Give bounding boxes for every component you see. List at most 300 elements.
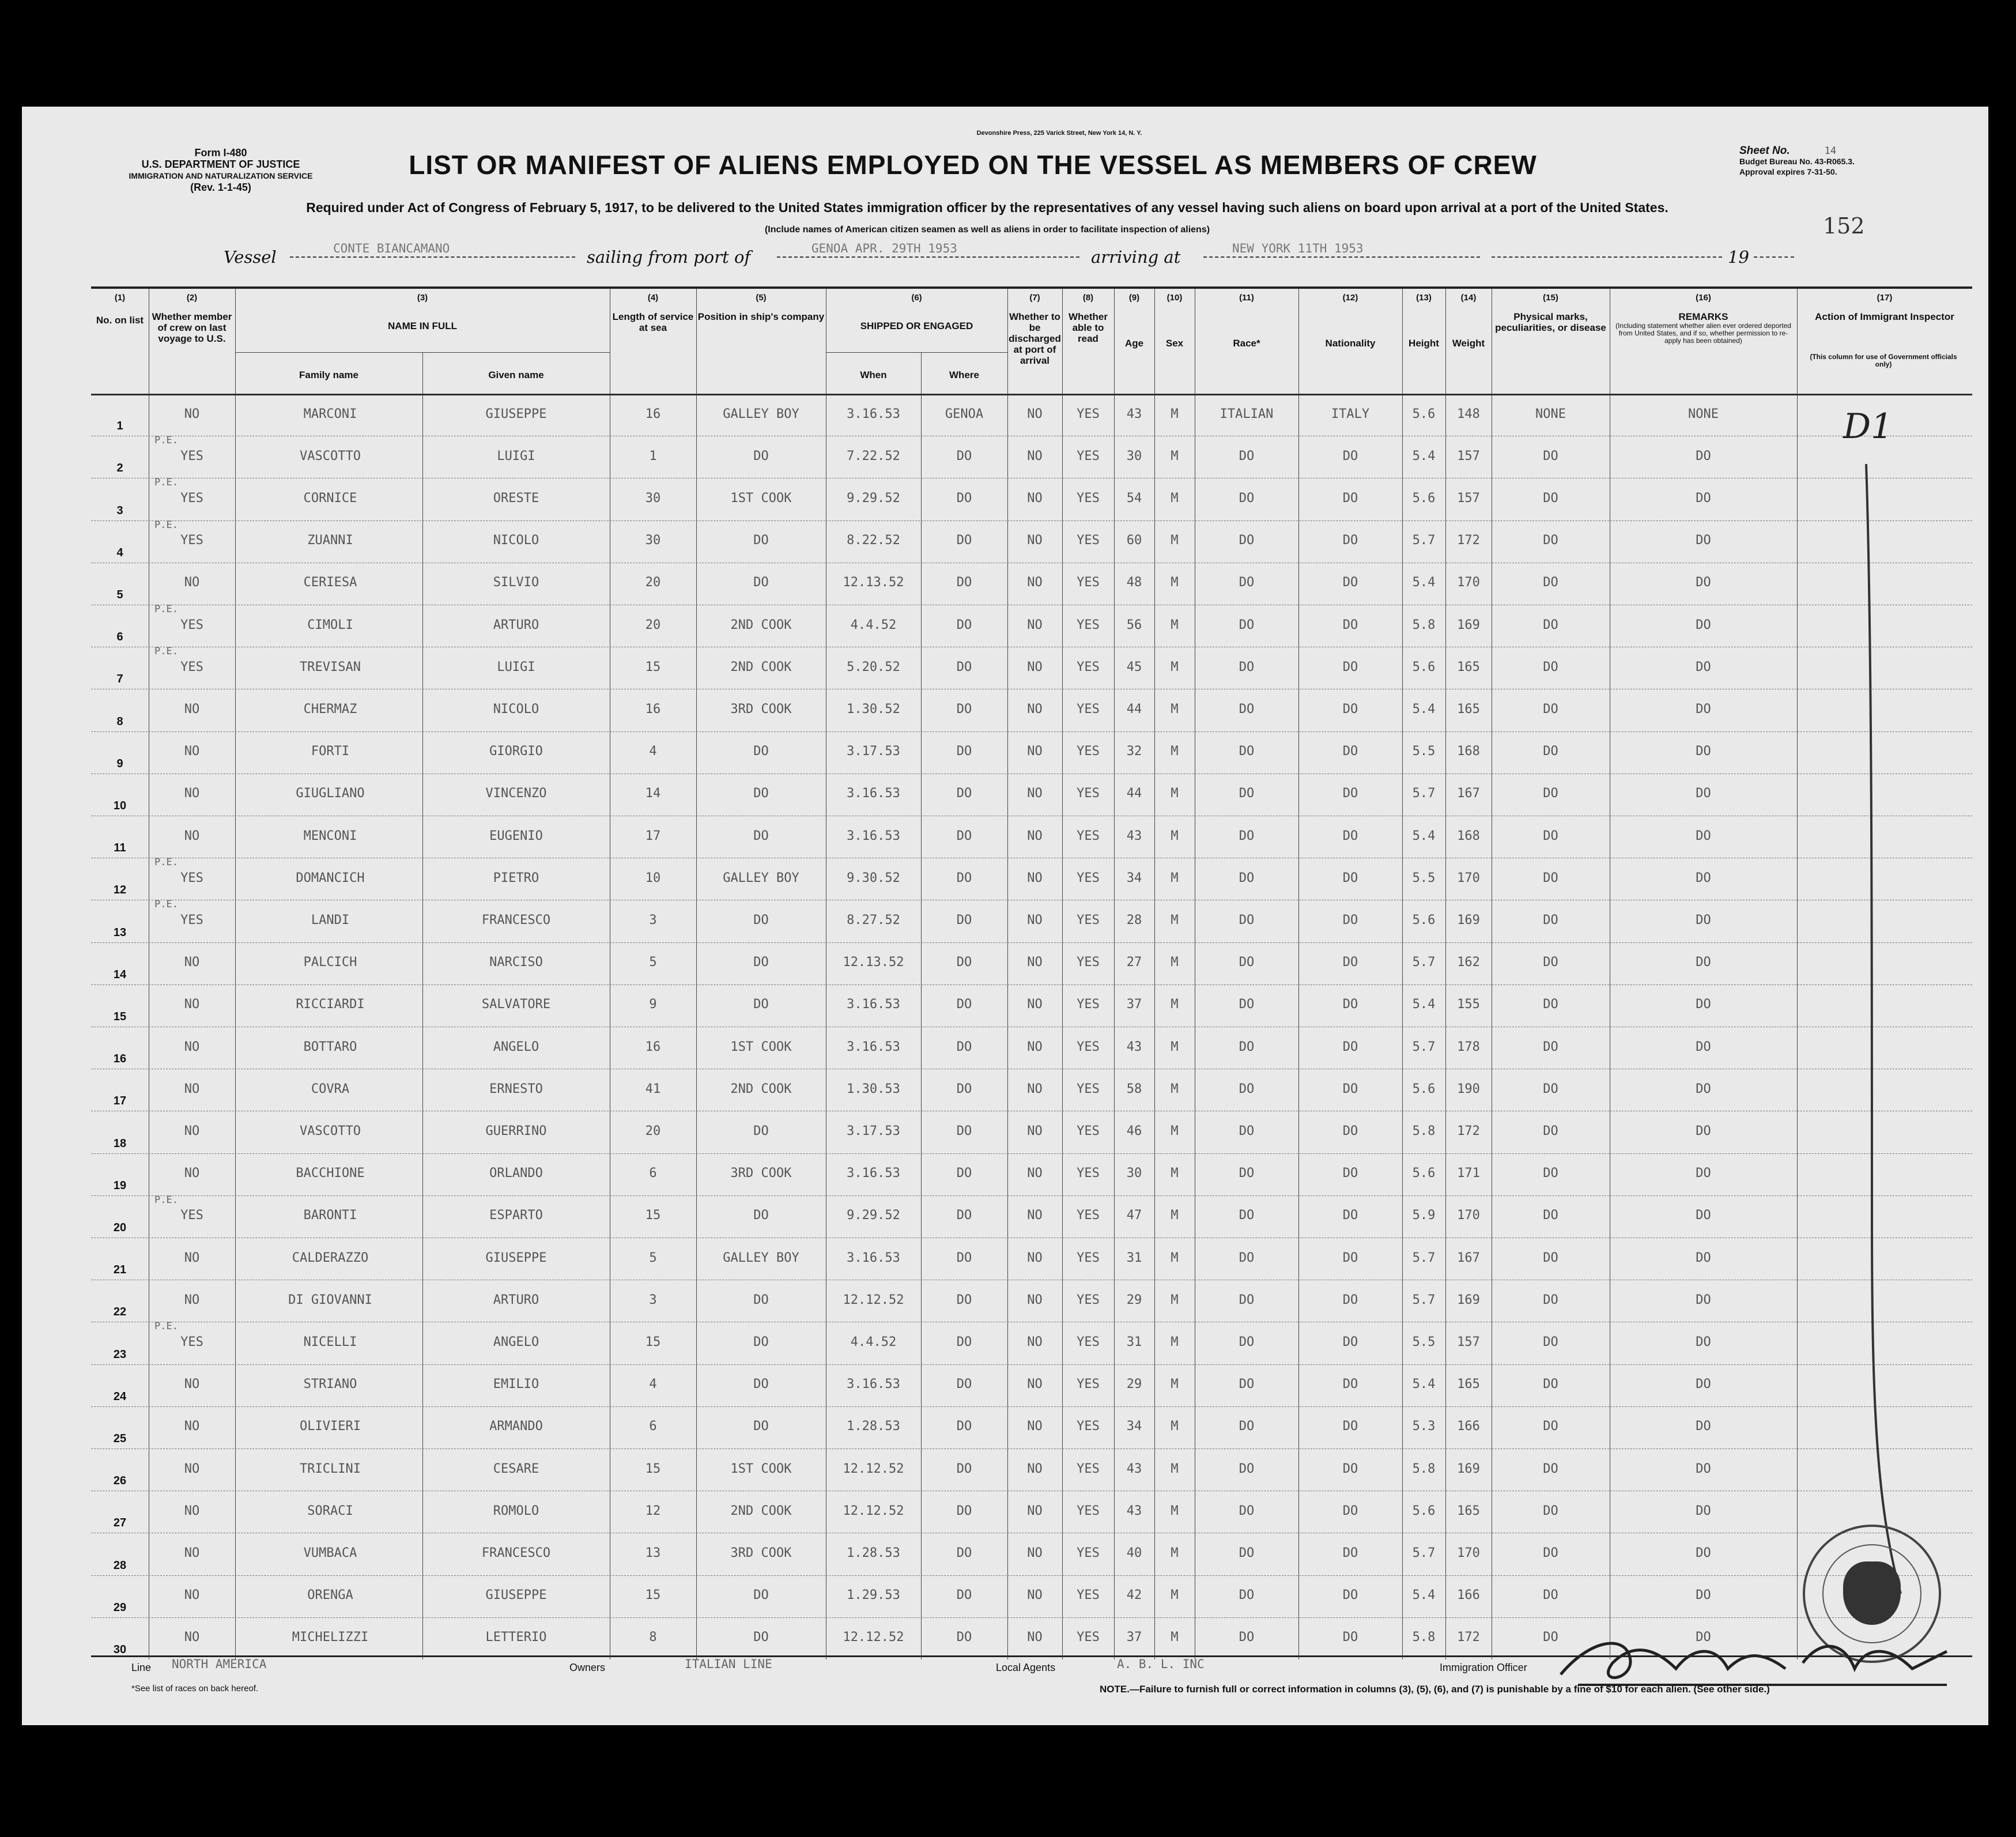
height: 5.7 — [1412, 786, 1436, 801]
budget-bureau: Budget Bureau No. 43-R065.3. — [1739, 157, 1855, 166]
shipped-when: 1.29.53 — [847, 1588, 900, 1603]
physical-marks: DO — [1543, 1377, 1558, 1392]
able-to-read: YES — [1077, 533, 1100, 548]
department: U.S. DEPARTMENT OF JUSTICE — [141, 159, 300, 170]
row-number: 1 — [116, 420, 123, 433]
table-row — [91, 605, 1972, 647]
given-name: ARMANDO — [489, 1419, 543, 1434]
pe-annotation: P.E. — [154, 899, 178, 911]
remarks: DO — [1696, 617, 1711, 632]
service-length: 16 — [645, 701, 661, 716]
row-number: 21 — [113, 1263, 127, 1277]
previous-voyage: NO — [184, 786, 200, 801]
remarks: DO — [1696, 955, 1711, 970]
column-number: (5) — [756, 293, 767, 303]
table-row — [91, 1153, 1972, 1195]
arriving-fill-line — [1203, 256, 1480, 258]
sex: M — [1171, 1250, 1179, 1265]
family-name: BARONTI — [303, 1208, 357, 1223]
shipped-when: 4.4.52 — [850, 617, 897, 632]
previous-voyage: YES — [180, 870, 203, 885]
given-name: EMILIO — [493, 1377, 539, 1392]
row-number: 27 — [113, 1517, 127, 1530]
sex: M — [1171, 1461, 1179, 1476]
able-to-read: YES — [1077, 1123, 1100, 1138]
pe-annotation: P.E. — [154, 477, 178, 489]
height: 5.7 — [1412, 955, 1436, 970]
physical-marks: DO — [1543, 997, 1558, 1012]
table-row — [91, 478, 1972, 520]
sheet-info — [1739, 146, 1912, 177]
previous-voyage: NO — [184, 1461, 200, 1476]
line-label: Line — [131, 1662, 152, 1673]
inspector-line — [1832, 406, 1947, 1617]
position: 1ST COOK — [730, 1039, 792, 1054]
height: 5.6 — [1412, 491, 1436, 506]
service-length: 9 — [649, 997, 657, 1012]
nationality: DO — [1342, 1419, 1358, 1434]
table-row — [91, 689, 1972, 731]
weight: 168 — [1457, 828, 1480, 843]
sex: M — [1171, 1588, 1179, 1603]
position: 1ST COOK — [730, 1461, 792, 1476]
race: DO — [1239, 786, 1255, 801]
family-name: SORACI — [307, 1503, 353, 1518]
family-name: STRIANO — [303, 1377, 357, 1392]
table-row — [91, 563, 1972, 605]
table-row — [91, 1364, 1972, 1406]
able-to-read: YES — [1077, 1419, 1100, 1434]
sex: M — [1171, 1545, 1179, 1560]
table-row — [91, 1069, 1972, 1111]
column-header — [1195, 292, 1298, 349]
height: 5.7 — [1412, 1039, 1436, 1054]
position: DO — [753, 1292, 769, 1307]
position: 1ST COOK — [730, 491, 792, 506]
age: 44 — [1126, 786, 1142, 801]
position: DO — [753, 744, 769, 759]
age: 29 — [1126, 1292, 1142, 1307]
position: GALLEY BOY — [723, 870, 799, 885]
shipped-when: 3.17.53 — [847, 1123, 900, 1138]
height: 5.6 — [1412, 1081, 1436, 1096]
race: DO — [1239, 491, 1255, 506]
previous-voyage: NO — [184, 1250, 200, 1265]
physical-marks: DO — [1543, 1208, 1558, 1223]
previous-voyage: YES — [180, 912, 203, 927]
shipped-when: 3.16.53 — [847, 1039, 900, 1054]
shipped-when: 4.4.52 — [850, 1334, 897, 1349]
weight: 170 — [1457, 1208, 1480, 1223]
position: DO — [753, 1630, 769, 1645]
weight: 171 — [1457, 1166, 1480, 1181]
given-name: NICOLO — [493, 701, 539, 716]
height: 5.4 — [1412, 1377, 1436, 1392]
weight: 162 — [1457, 955, 1480, 970]
column-header — [696, 292, 826, 322]
physical-marks: DO — [1543, 1630, 1558, 1645]
given-name: GUERRINO — [485, 1123, 547, 1138]
family-name: RICCIARDI — [296, 997, 365, 1012]
discharged: NO — [1027, 786, 1043, 801]
weight: 148 — [1457, 406, 1480, 421]
sex: M — [1171, 1630, 1179, 1645]
weight: 157 — [1457, 491, 1480, 506]
sex: M — [1171, 1419, 1179, 1434]
inspector-mark: D1 — [1843, 406, 1893, 447]
family-name: CERIESA — [303, 575, 357, 590]
age: 58 — [1126, 1081, 1142, 1096]
column-label: REMARKS — [1678, 311, 1728, 322]
given-name: GIUSEPPE — [485, 1250, 547, 1265]
column-header — [1402, 292, 1445, 349]
column-number: (11) — [1239, 293, 1254, 303]
discharged: NO — [1027, 1208, 1043, 1223]
height: 5.6 — [1412, 1166, 1436, 1181]
race: DO — [1239, 575, 1255, 590]
shipped-when: 9.29.52 — [847, 491, 900, 506]
age: 34 — [1126, 1419, 1142, 1434]
column-label: Position in ship's company — [697, 311, 825, 322]
remarks: DO — [1696, 1461, 1711, 1476]
height: 5.7 — [1412, 1250, 1436, 1265]
sex: M — [1171, 659, 1179, 674]
shipped-when: 12.12.52 — [843, 1461, 904, 1476]
table-row — [91, 520, 1972, 563]
table-row — [91, 1195, 1972, 1238]
sex: M — [1171, 828, 1179, 843]
sailing-port: GENOA APR. 29TH 1953 — [811, 242, 957, 255]
position: DO — [753, 1208, 769, 1223]
remarks: DO — [1696, 870, 1711, 885]
age: 46 — [1126, 1123, 1142, 1138]
column-label: Weight — [1452, 338, 1485, 349]
row-number: 12 — [113, 884, 127, 897]
given-name: ANGELO — [493, 1334, 539, 1349]
row-divider — [91, 1575, 1972, 1576]
column-label: Sex — [1165, 338, 1184, 349]
remarks: DO — [1696, 997, 1711, 1012]
position: DO — [753, 1334, 769, 1349]
nationality: DO — [1342, 533, 1358, 548]
given-name: ORLANDO — [489, 1166, 543, 1181]
height: 5.5 — [1412, 870, 1436, 885]
position: 3RD COOK — [730, 1545, 792, 1560]
discharged: NO — [1027, 701, 1043, 716]
column-label: Age — [1124, 338, 1144, 349]
discharged: NO — [1027, 1588, 1043, 1603]
column-number: (8) — [1082, 293, 1094, 303]
able-to-read: YES — [1077, 997, 1100, 1012]
table-row — [91, 1238, 1972, 1280]
discharged: NO — [1027, 1377, 1043, 1392]
race: DO — [1239, 1166, 1255, 1181]
owners-value: ITALIAN LINE — [685, 1657, 772, 1671]
height: 5.3 — [1412, 1419, 1436, 1434]
row-divider — [91, 731, 1972, 732]
sex: M — [1171, 1503, 1179, 1518]
column-label: NAME IN FULL — [388, 320, 457, 331]
previous-voyage: NO — [184, 1503, 200, 1518]
position: DO — [753, 448, 769, 463]
row-number: 17 — [113, 1095, 127, 1108]
remarks: DO — [1696, 1208, 1711, 1223]
sex: M — [1171, 575, 1179, 590]
weight: 190 — [1457, 1081, 1480, 1096]
age: 37 — [1126, 1630, 1142, 1645]
shipped-where: DO — [956, 828, 972, 843]
table-row — [91, 1280, 1972, 1322]
form-number: Form I-480 — [194, 147, 247, 159]
shipped-where: DO — [956, 1334, 972, 1349]
row-divider — [91, 1195, 1972, 1196]
shipped-where: DO — [956, 491, 972, 506]
nationality: DO — [1342, 744, 1358, 759]
column-label: Nationality — [1325, 338, 1376, 349]
given-name: ORESTE — [493, 491, 539, 506]
sex: M — [1171, 1123, 1179, 1138]
shipped-when: 3.16.53 — [847, 406, 900, 421]
table-row — [91, 816, 1972, 858]
row-divider — [91, 394, 1972, 395]
able-to-read: YES — [1077, 1334, 1100, 1349]
column-header — [1610, 292, 1797, 322]
family-name: COVRA — [311, 1081, 350, 1096]
service-length: 30 — [645, 533, 661, 548]
weight: 167 — [1457, 1250, 1480, 1265]
able-to-read: YES — [1077, 828, 1100, 843]
shipped-when: 9.29.52 — [847, 1208, 900, 1223]
discharged: NO — [1027, 1039, 1043, 1054]
row-number: 24 — [113, 1390, 127, 1403]
column-number: (1) — [114, 293, 126, 303]
previous-voyage: NO — [184, 955, 200, 970]
nationality: DO — [1342, 1292, 1358, 1307]
age: 48 — [1126, 575, 1142, 590]
row-number: 26 — [113, 1474, 127, 1488]
discharged: NO — [1027, 1461, 1043, 1476]
remarks: DO — [1696, 744, 1711, 759]
physical-marks: DO — [1543, 1588, 1558, 1603]
age: 47 — [1126, 1208, 1142, 1223]
nationality: DO — [1342, 870, 1358, 885]
shipped-where: DO — [956, 1081, 972, 1096]
able-to-read: YES — [1077, 575, 1100, 590]
nationality: DO — [1342, 912, 1358, 927]
weight: 166 — [1457, 1419, 1480, 1434]
row-number: 7 — [116, 673, 123, 686]
remarks: NONE — [1688, 406, 1719, 421]
pe-annotation: P.E. — [154, 1321, 178, 1333]
remarks: DO — [1696, 1166, 1711, 1181]
column-header — [826, 292, 1007, 331]
column-header — [149, 292, 235, 344]
remarks: DO — [1696, 1039, 1711, 1054]
column-header — [1154, 292, 1195, 349]
shipped-when: 3.16.53 — [847, 828, 900, 843]
discharged: NO — [1027, 870, 1043, 885]
previous-voyage: NO — [184, 1166, 200, 1181]
row-number: 9 — [116, 757, 123, 770]
able-to-read: YES — [1077, 1461, 1100, 1476]
weight: 157 — [1457, 1334, 1480, 1349]
previous-voyage: NO — [184, 406, 200, 421]
column-label: Length of service at sea — [612, 311, 694, 333]
physical-marks: DO — [1543, 1334, 1558, 1349]
column-label: No. on list — [96, 315, 144, 326]
voyage-details — [195, 242, 1809, 270]
column-header — [610, 292, 696, 333]
weight: 170 — [1457, 870, 1480, 885]
shipped-where: DO — [956, 448, 972, 463]
shipped-where: DO — [956, 1461, 972, 1476]
age: 30 — [1126, 1166, 1142, 1181]
service-length: 20 — [645, 575, 661, 590]
races-note: *See list of races on back hereof. — [131, 1684, 259, 1693]
position: DO — [753, 575, 769, 590]
able-to-read: YES — [1077, 406, 1100, 421]
race: DO — [1239, 1250, 1255, 1265]
service-length: 5 — [649, 955, 657, 970]
pe-annotation: P.E. — [154, 1194, 178, 1206]
age: 43 — [1126, 1461, 1142, 1476]
table-row — [91, 984, 1972, 1027]
position: DO — [753, 533, 769, 548]
discharged: NO — [1027, 1630, 1043, 1645]
given-name: CESARE — [493, 1461, 539, 1476]
column-number: (12) — [1342, 293, 1358, 303]
able-to-read: YES — [1077, 1250, 1100, 1265]
shipped-where: DO — [956, 1630, 972, 1645]
weight: 172 — [1457, 1630, 1480, 1645]
race: DO — [1239, 1419, 1255, 1434]
given-name: LUIGI — [497, 659, 535, 674]
remarks: DO — [1696, 786, 1711, 801]
nationality: ITALY — [1331, 406, 1370, 421]
shipped-when: 7.22.52 — [847, 448, 900, 463]
table-row — [91, 1533, 1972, 1575]
given-name: GIUSEPPE — [485, 1588, 547, 1603]
service-length: 15 — [645, 1588, 661, 1603]
row-divider — [91, 1617, 1972, 1618]
given-name: VINCENZO — [485, 786, 547, 801]
discharged: NO — [1027, 1545, 1043, 1560]
page-subnote: (Include names of American citizen seamen as well as aliens in order to facilitate inspection of aliens) — [764, 225, 1210, 235]
able-to-read: YES — [1077, 1503, 1100, 1518]
height: 5.5 — [1412, 1334, 1436, 1349]
physical-marks: DO — [1543, 1039, 1558, 1054]
nationality: DO — [1342, 1208, 1358, 1223]
sheet-label: Sheet No. — [1739, 145, 1790, 157]
family-name: GIUGLIANO — [296, 786, 365, 801]
given-name: NICOLO — [493, 533, 539, 548]
nationality: DO — [1342, 955, 1358, 970]
shipped-when: 3.16.53 — [847, 1166, 900, 1181]
pe-annotation: P.E. — [154, 435, 178, 447]
race: DO — [1239, 1208, 1255, 1223]
column-number: (16) — [1696, 293, 1711, 303]
page-title: LIST OR MANIFEST OF ALIENS EMPLOYED ON THE VESSEL AS MEMBERS OF CREW — [409, 150, 1537, 180]
position: GALLEY BOY — [723, 406, 799, 421]
able-to-read: YES — [1077, 744, 1100, 759]
row-number: 5 — [116, 588, 123, 601]
row-number: 18 — [113, 1137, 127, 1150]
column-header — [91, 292, 149, 326]
sex: M — [1171, 1208, 1179, 1223]
height: 5.4 — [1412, 448, 1436, 463]
shipped-when: 3.16.53 — [847, 1377, 900, 1392]
race: ITALIAN — [1220, 406, 1274, 421]
height: 5.8 — [1412, 1123, 1436, 1138]
race: DO — [1239, 659, 1255, 674]
row-divider — [91, 942, 1972, 943]
race: DO — [1239, 1630, 1255, 1645]
shipped-where: DO — [956, 1039, 972, 1054]
remarks: DO — [1696, 575, 1711, 590]
row-number: 25 — [113, 1432, 127, 1445]
weight: 172 — [1457, 1123, 1480, 1138]
pe-annotation: P.E. — [154, 603, 178, 615]
sex: M — [1171, 448, 1179, 463]
given-name: ROMOLO — [493, 1503, 539, 1518]
sex: M — [1171, 1377, 1179, 1392]
discharged: NO — [1027, 533, 1043, 548]
nationality: DO — [1342, 1250, 1358, 1265]
given-name: PIETRO — [493, 870, 539, 885]
able-to-read: YES — [1077, 1292, 1100, 1307]
family-name: CALDERAZZO — [292, 1250, 369, 1265]
row-divider — [91, 984, 1972, 985]
nationality: DO — [1342, 1545, 1358, 1560]
family-name-header: Family name — [299, 369, 358, 380]
physical-marks: DO — [1543, 828, 1558, 843]
remarks: DO — [1696, 1588, 1711, 1603]
previous-voyage: YES — [180, 1208, 203, 1223]
able-to-read: YES — [1077, 1588, 1100, 1603]
family-name: CORNICE — [303, 491, 357, 506]
family-name: VASCOTTO — [300, 448, 361, 463]
shipped-where: DO — [956, 701, 972, 716]
sex: M — [1171, 1039, 1179, 1054]
revision: (Rev. 1-1-45) — [190, 182, 251, 193]
race: DO — [1239, 828, 1255, 843]
service-length: 13 — [645, 1545, 661, 1560]
table-row — [91, 942, 1972, 984]
handwritten-page-number: 152 — [1823, 213, 1865, 239]
race: DO — [1239, 1123, 1255, 1138]
row-number: 2 — [116, 462, 123, 475]
family-name: TRICLINI — [300, 1461, 361, 1476]
shipped-where: GENOA — [945, 406, 984, 421]
shipped-where: DO — [956, 912, 972, 927]
manifest-sheet — [22, 107, 1988, 1725]
given-name: GIORGIO — [489, 744, 543, 759]
row-number: 3 — [116, 504, 123, 517]
sex: M — [1171, 955, 1179, 970]
discharged: NO — [1027, 448, 1043, 463]
able-to-read: YES — [1077, 1377, 1100, 1392]
shipped-where: DO — [956, 744, 972, 759]
shipped-when: 12.13.52 — [843, 955, 904, 970]
discharged: NO — [1027, 744, 1043, 759]
family-name: VUMBACA — [303, 1545, 357, 1560]
row-number: 28 — [113, 1559, 127, 1572]
column-label: SHIPPED OR ENGAGED — [860, 320, 973, 331]
race: DO — [1239, 617, 1255, 632]
weight: 165 — [1457, 659, 1480, 674]
physical-marks: DO — [1543, 701, 1558, 716]
height: 5.6 — [1412, 1503, 1436, 1518]
